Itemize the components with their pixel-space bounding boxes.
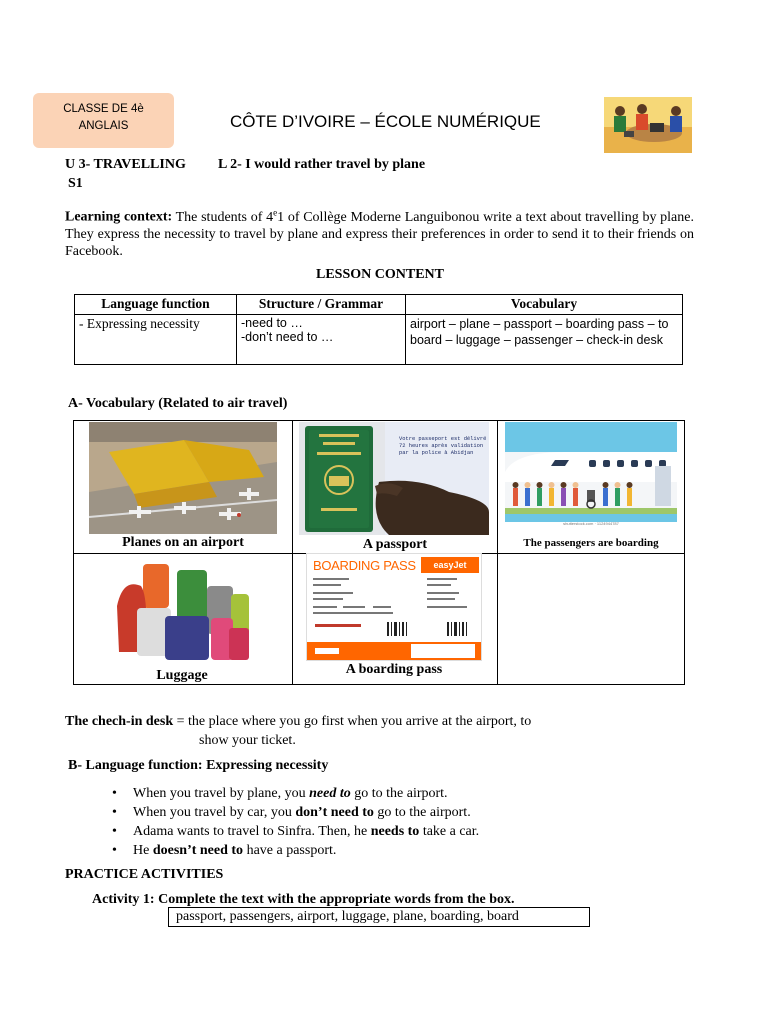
airport-photo [89,422,277,534]
checkin-term: The chech-in desk [65,714,174,729]
example-text: have a passport. [243,843,337,858]
class-subject: ANGLAIS [78,120,129,132]
table-header: Language function [75,295,237,315]
lesson-label: L 2- I would rather travel by plane [218,157,426,172]
list-item [112,803,479,822]
example-keyword: need to [309,786,351,801]
caption-passport: A passport [362,537,428,552]
caption-boarding: The passengers are boarding [523,537,659,549]
passport-note: Votre passeport est délivré 72 heures après validation par la police à Abidjan [399,436,487,456]
checkin-definition-cont: show your ticket. [199,733,296,748]
session-label: S1 [68,176,83,191]
learning-context-label: Learning context: [65,209,173,225]
unit-label: U 3- TRAVELLING [65,157,186,172]
table-cell-structure [237,315,406,365]
page-title: CÔTE D’IVOIRE – ÉCOLE NUMÉRIQUE [230,112,541,131]
caption-airport: Planes on an airport [122,535,244,550]
list-item [112,784,479,803]
example-keyword: don’t need to [295,805,374,820]
learning-context [65,204,694,260]
structure-item: -don’t need to … [241,330,334,344]
table-header: Vocabulary [406,295,683,315]
example-keyword: doesn’t need to [152,843,244,858]
table-cell-vocabulary: airport – plane – passport – boarding pass – to board – luggage – passenger – check-in desk [406,315,683,365]
class-badge [33,93,174,148]
caption-boarding-pass: A boarding pass [345,662,443,677]
caption-luggage: Luggage [156,668,208,683]
section-b-heading: B- Language function: Expressing necessity [68,758,329,773]
table-row [75,315,683,365]
list-item [112,841,479,860]
activity-1-instruction: Activity 1: Complete the text with the appropriate words from the box. [92,892,515,907]
table-cell-function: - Expressing necessity [75,315,237,365]
learning-context-text: The students of 4e1 of Collège Moderne Languibonou write a text about travelling by plane. They express the necessity to travel by plane and express their preferences in order to send it to their friends on Facebook. [65,207,694,259]
lesson-content-heading: LESSON CONTENT [316,267,444,282]
example-text: go to the airport. [373,805,471,820]
word-box: passport, passengers, airport, luggage, plane, boarding, board [168,907,590,927]
boarding-pass-title: BOARDING PASS [313,558,416,573]
example-text: He [133,843,153,858]
section-a-heading: A- Vocabulary (Related to air travel) [68,396,288,411]
table-header-row [75,295,683,315]
example-text: go to the airport. [350,786,448,801]
list-item [112,822,479,841]
practice-heading: PRACTICE ACTIVITIES [65,867,224,882]
structure-item: -need to … [241,316,303,330]
school-logo-image [604,97,692,153]
stock-credit: shutterstock.com · 1124944787 [563,521,619,526]
passport-photo [299,422,489,535]
example-text: When you travel by car, you [133,805,296,820]
class-level: CLASSE DE 4è [63,103,144,115]
example-text: take a car. [419,824,480,839]
checkin-definition [65,713,705,730]
table-header: Structure / Grammar [237,295,406,315]
boarding-pass-image [306,553,482,661]
example-text: When you travel by plane, you [133,786,310,801]
example-keyword: needs to [370,824,420,839]
necessity-examples-list [112,784,479,860]
checkin-definition-text: = the place where you go first when you arrive at the airport, to [173,714,532,729]
boarding-pass-brand: easyJet [421,557,479,573]
example-text: Adama wants to travel to Sinfra. Then, he [133,824,371,839]
boarding-illustration [505,422,677,529]
lesson-content-table [74,294,683,365]
luggage-photo [107,556,257,666]
